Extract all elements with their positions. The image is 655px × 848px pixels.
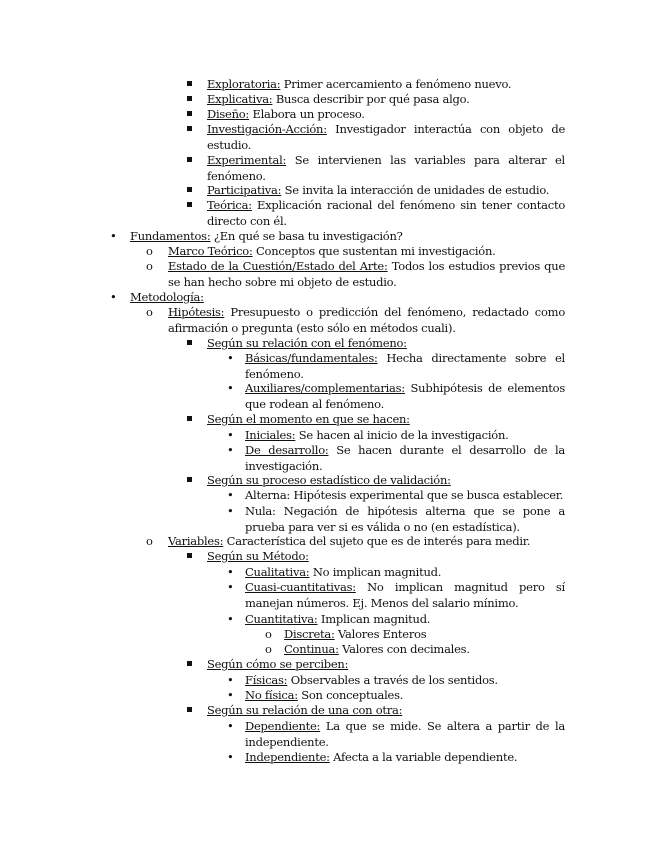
square-bullet-icon (187, 412, 203, 428)
list-item-discreta (265, 627, 565, 643)
square-bullet-icon (187, 92, 203, 108)
dot-bullet-icon: • (227, 351, 234, 365)
subheading: Según su relación con el fenómeno: (207, 336, 407, 350)
term-label: Exploratoria: (207, 77, 281, 91)
list-item-investigacion-accion (207, 122, 565, 153)
term-label: Auxiliares/complementarias: (245, 381, 405, 395)
term-definition: Busca describir por qué pasa algo. (272, 92, 470, 106)
list-item-fisicas (227, 673, 565, 689)
square-bullet-icon (187, 153, 203, 169)
term-label: Iniciales: (245, 428, 296, 442)
subheading: Según su Método: (207, 549, 309, 563)
list-item-estado-cuestion (146, 259, 565, 290)
dot-bullet-icon: • (227, 381, 234, 395)
list-item-segun-proceso (207, 473, 565, 489)
term-label: Variables: (168, 534, 224, 548)
term-definition: No implican magnitud pero sí manejan números. Ej. Menos del salario mínimo. (245, 580, 565, 610)
list-item-de-desarrollo (227, 443, 565, 474)
list-item-nula (227, 504, 565, 535)
list-item-cualitativa (227, 565, 565, 581)
circle-bullet-icon: o (146, 534, 153, 548)
dot-bullet-icon: • (227, 428, 234, 442)
square-bullet-icon (187, 703, 203, 719)
dot-bullet-icon: • (227, 488, 234, 502)
term-definition: Valores con decimales. (338, 642, 470, 656)
list-item-dependiente (227, 719, 565, 750)
term-label: Estado de la Cuestión/Estado del Arte: (168, 259, 388, 273)
list-item-teorica (207, 198, 565, 229)
term-definition: Se intervienen las variables para alterar el fenómeno. (207, 153, 565, 183)
circle-bullet-icon: o (146, 259, 153, 273)
list-item-segun-relacion (207, 336, 565, 352)
term-label: Cualitativa: (245, 565, 310, 579)
list-item-cuasi (227, 580, 565, 611)
term-label: Diseño: (207, 107, 250, 121)
dot-bullet-icon: • (110, 290, 117, 304)
subheading: Según su relación de una con otra: (207, 703, 403, 717)
list-item-experimental (207, 153, 565, 184)
term-definition: Observables a través de los sentidos. (287, 673, 498, 687)
term-definition: Implican magnitud. (317, 612, 431, 626)
dot-bullet-icon: • (227, 443, 234, 457)
list-item-variables (146, 534, 565, 550)
term-label: Básicas/fundamentales: (245, 351, 378, 365)
dot-bullet-icon: • (227, 750, 234, 764)
list-item-cuantitativa (227, 612, 565, 628)
circle-bullet-icon: o (146, 244, 153, 258)
section-label: Metodología: (130, 290, 204, 304)
dot-bullet-icon: • (227, 504, 234, 518)
term-label: Independiente: (245, 750, 330, 764)
list-item-basicas (227, 351, 565, 382)
term-label: Cuasi-cuantitativas: (245, 580, 356, 594)
term-definition: Todos los estudios previos que se han hecho sobre mi objeto de estudio. (168, 259, 565, 289)
list-item-auxiliares (227, 381, 565, 412)
dot-bullet-icon: • (227, 719, 234, 733)
list-item-continua (265, 642, 565, 658)
term-definition: No implican magnitud. (309, 565, 442, 579)
term-label: Investigación-Acción: (207, 122, 327, 136)
dot-bullet-icon: • (227, 612, 234, 626)
list-item-exploratoria (207, 77, 565, 93)
term-definition: Investigador interactúa con objeto de estudio. (207, 122, 565, 152)
square-bullet-icon (187, 198, 203, 214)
square-bullet-icon (187, 122, 203, 138)
circle-bullet-icon: o (146, 305, 153, 319)
term-definition: Hecha directamente sobre el fenómeno. (245, 351, 565, 381)
term-label: Marco Teórico: (168, 244, 253, 258)
term-definition: Se invita la interacción de unidades de estudio. (281, 183, 550, 197)
term-definition: Elabora un proceso. (249, 107, 365, 121)
term-label: Continua: (284, 642, 339, 656)
section-description: ¿En qué se basa tu investigación? (210, 229, 403, 243)
list-item-explicativa (207, 92, 565, 108)
list-item-diseno (207, 107, 565, 123)
dot-bullet-icon: • (227, 565, 234, 579)
list-item-no-fisica (227, 688, 565, 704)
term-definition: Primer acercamiento a fenómeno nuevo. (280, 77, 512, 91)
term-label: Físicas: (245, 673, 288, 687)
circle-bullet-icon: o (265, 627, 272, 641)
square-bullet-icon (187, 183, 203, 199)
dot-bullet-icon: • (110, 229, 117, 243)
square-bullet-icon (187, 77, 203, 93)
list-item-participativa (207, 183, 565, 199)
square-bullet-icon (187, 107, 203, 123)
term-label: No física: (245, 688, 298, 702)
circle-bullet-icon: o (265, 642, 272, 656)
list-item-segun-momento (207, 412, 565, 428)
item-text: Nula: Negación de hipótesis alterna que se pone a prueba para ver si es válida o no (en estadística). (245, 504, 565, 534)
term-definition: Afecta a la variable dependiente. (329, 750, 518, 764)
square-bullet-icon (187, 657, 203, 673)
list-item-segun-relacion-otra (207, 703, 565, 719)
section-label: Fundamentos: (130, 229, 211, 243)
term-label: De desarrollo: (245, 443, 329, 457)
term-definition: La que se mide. Se altera a partir de la independiente. (245, 719, 565, 749)
term-label: Dependiente: (245, 719, 321, 733)
term-label: Participativa: (207, 183, 282, 197)
term-definition: Conceptos que sustentan mi investigación. (252, 244, 496, 258)
term-definition: Son conceptuales. (297, 688, 404, 702)
term-label: Hipótesis: (168, 305, 225, 319)
term-label: Experimental: (207, 153, 287, 167)
term-label: Teórica: (207, 198, 252, 212)
square-bullet-icon (187, 473, 203, 489)
item-text: Alterna: Hipótesis experimental que se busca establecer. (245, 488, 564, 502)
term-definition: Subhipótesis de elementos que rodean al fenómeno. (245, 381, 565, 411)
term-label: Explicativa: (207, 92, 273, 106)
list-item-marco-teorico (146, 244, 565, 260)
term-definition: Valores Enteros (334, 627, 427, 641)
term-definition: Presupuesto o predicción del fenómeno, redactado como afirmación o pregunta (esto sólo en métodos cuali). (168, 305, 565, 335)
dot-bullet-icon: • (227, 688, 234, 702)
dot-bullet-icon: • (227, 673, 234, 687)
subheading: Según su proceso estadístico de validación: (207, 473, 451, 487)
dot-bullet-icon: • (227, 580, 234, 594)
list-item-hipotesis (146, 305, 565, 336)
square-bullet-icon (187, 549, 203, 565)
list-item-alterna (227, 488, 565, 504)
term-definition: Se hacen durante el desarrollo de la investigación. (245, 443, 565, 473)
square-bullet-icon (187, 336, 203, 352)
subheading: Según cómo se perciben: (207, 657, 349, 671)
term-label: Cuantitativa: (245, 612, 318, 626)
list-item-segun-metodo (207, 549, 565, 565)
list-item-segun-perciben (207, 657, 565, 673)
list-item-metodologia (110, 290, 565, 306)
term-label: Discreta: (284, 627, 335, 641)
term-definition: Característica del sujeto que es de interés para medir. (223, 534, 531, 548)
term-definition: Se hacen al inicio de la investigación. (295, 428, 509, 442)
list-item-fundamentos (110, 229, 565, 245)
list-item-iniciales (227, 428, 565, 444)
term-definition: Explicación racional del fenómeno sin tener contacto directo con él. (207, 198, 565, 228)
list-item-independiente (227, 750, 565, 766)
subheading: Según el momento en que se hacen: (207, 412, 410, 426)
